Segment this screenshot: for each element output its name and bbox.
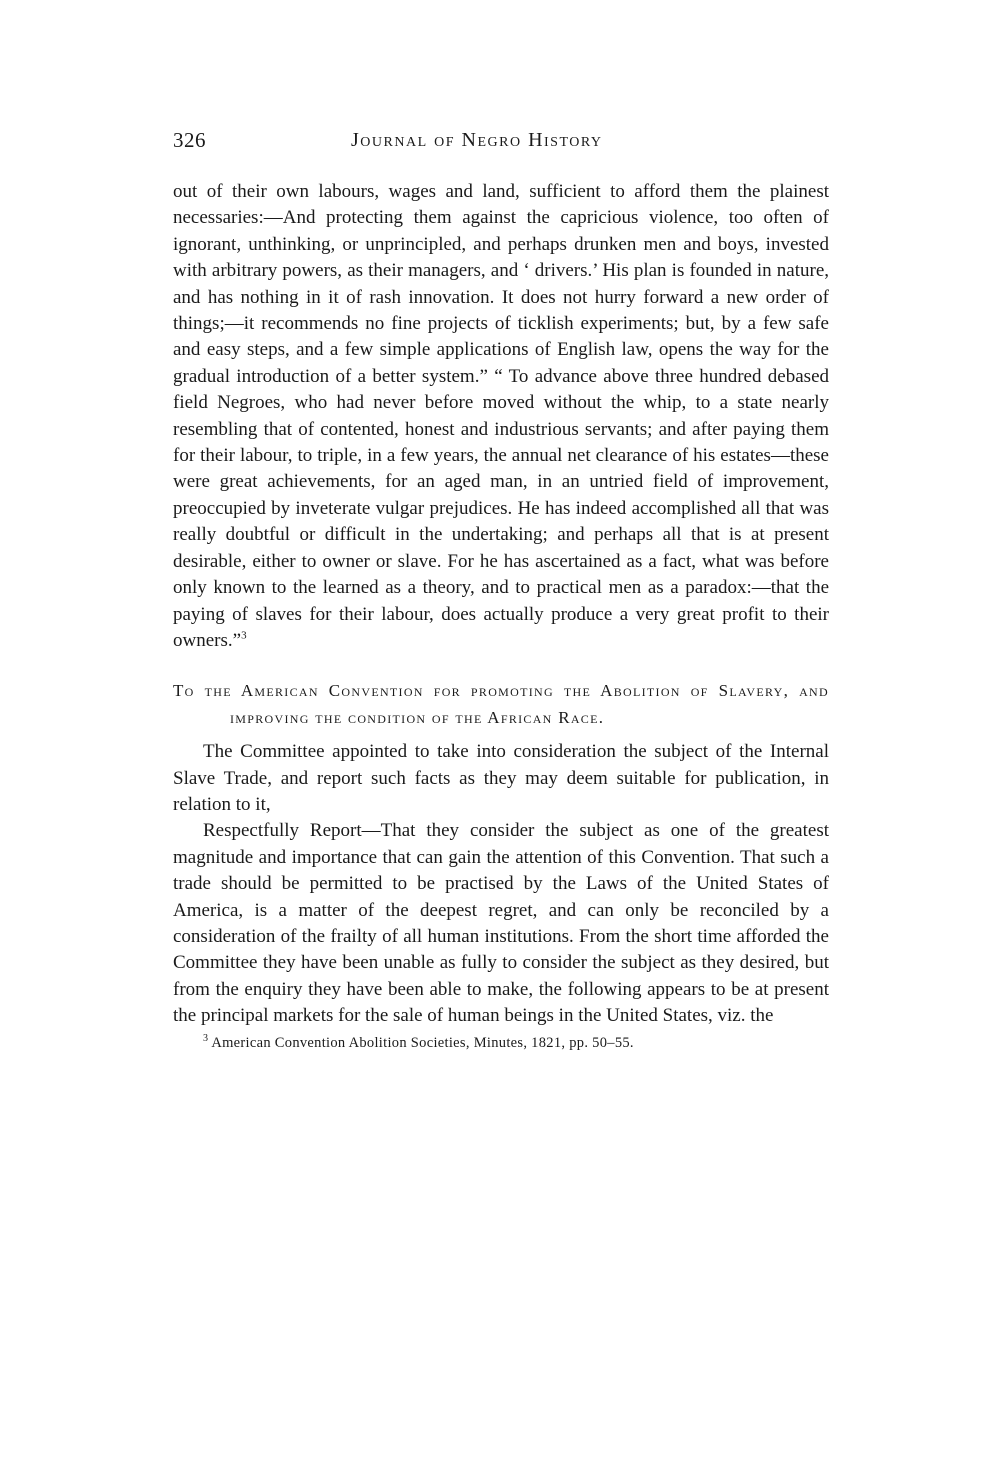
footnote	[173, 1033, 829, 1053]
page-body	[173, 179, 829, 1053]
paragraph-report: Respectfully Report—That they consider the subject as one of the greatest magnitude and importance that can gain the attention of this Convention. That such a trade should be permitted to be practised by the Laws of the United States of America, is a matter of the deepest regret, and can only be reconciled by a consideration of the frailty of all human institutions. From the short time afforded the Committee they have been unable as fully to consider the subject as they desired, but from the enquiry they have been able to make, the following appears to be at present the principal markets for the sale of human beings in the United States, viz. the	[173, 820, 829, 1027]
paragraph-committee: The Committee appointed to take into consideration the subject of the Internal Slave Trade, and report such facts as they may deem suitable for publication, in relation to it,	[173, 741, 829, 815]
running-head: Journal of Negro History	[351, 129, 603, 151]
footnote-reference: 3	[241, 629, 247, 642]
page-header	[173, 128, 829, 162]
footnote-text: American Convention Abolition Societies, Minutes, 1821, pp. 50–55.	[211, 1034, 634, 1051]
page-number: 326	[173, 128, 206, 152]
section-heading: To the American Convention for promoting the Abolition of Slavery, and improving the condition of the African Race.	[173, 681, 829, 727]
paragraph-continued	[173, 179, 829, 654]
footnote-mark: 3	[203, 1032, 209, 1044]
paragraph-text: out of their own labours, wages and land, sufficient to afford them the plainest necessaries:—And protecting them against the capricious violence, too often of ignorant, unthinking, or unprincipled, and perhaps drunken men and boys, invested with arbitrary powers, as their managers, and ‘ drivers.’ His plan is founded in nature, and has nothing in it of rash innovation. It does not hurry forward a new order of things;—it recommends no fine projects of ticklish experiments; but, by a few safe and easy steps, and a few simple applications of English law, opens the way for the gradual introduction of a better system.” “ To advance above three hundred debased field Negroes, who had never before moved without the whip, to a state nearly resembling that of contented, honest and industrious servants; and after paying them for their labour, to triple, in a few years, the annual net clearance of his estates—these were great achievements, for an aged man, in an untried field of improvement, preoccupied by inveterate vulgar prejudices. He has indeed accomplished all that was really doubtful or difficult in the undertaking; and perhaps all that is at present desirable, either to owner or slave. For he has ascertained as a fact, what was before only known to the learned as a theory, and to practical men as a paradox:—that the paying of slaves for their labour, does actually produce a very great profit to their owners.”	[173, 181, 829, 651]
